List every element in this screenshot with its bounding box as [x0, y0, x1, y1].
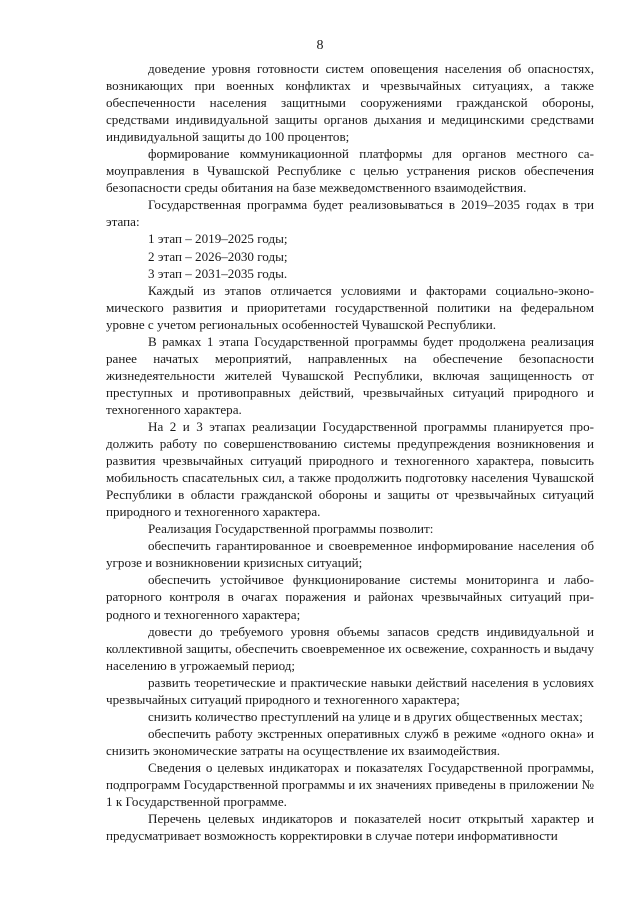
paragraph: В рамках 1 этапа Государственной программы будет продолжена реализация ранее начатых мероприятий, направленных на обеспечение безопасности жизнедеятельности жителей Чувашской Республики, включая защищенность от преступных и противоправных действий, чрезвычайных ситуаций природного и техногенного характера.	[106, 333, 594, 417]
paragraph: снизить количество преступлений на улице и в других общественных местах;	[148, 708, 583, 724]
paragraph: 2 этап – 2026–2030 годы;	[148, 248, 288, 264]
paragraph: доведение уровня готовности систем оповещения населения об опасностях, возникающих при военных конфликтах и чрезвычайных ситуациях, а также обеспеченности населения защитными сооружениями гражданской обороны, средствами индивидуальной защиты органов дыхания и медицинскими средствами индивидуальной защиты до 100 процентов;	[106, 61, 594, 145]
paragraph: На 2 и 3 этапах реализации Государственной программы планируется продолжить работу по совершенствованию системы предупреждения возникновения и развития чрезвычайных ситуаций природного и техногенного характера, повысить мобильность спасательных сил, а также продолжить подготовку населения Чувашской Республики в области гражданской обороны и защиты от чрезвычайных ситуаций природного и техногенного характера.	[106, 418, 594, 520]
paragraph: Реализация Государственной программы позволит:	[148, 521, 434, 537]
paragraph: обеспечить устойчивое функционирование системы мониторинга и лабораторного контроля в очагах поражения и районах чрезвычайных ситуаций природного и техногенного характера;	[106, 572, 594, 622]
paragraph: довести до требуемого уровня объемы запасов средств индивидуальной и коллективной защиты, обеспечить своевременное их освежение, сохранность и выдачу населению в угрожаемый период;	[106, 623, 594, 673]
page-number: 8	[316, 38, 324, 53]
paragraph: 3 этап – 2031–2035 годы.	[148, 265, 288, 281]
paragraph: Перечень целевых индикаторов и показателей носит открытый характер и предусматривает возможность корректировки в случае потери информативности	[106, 811, 594, 844]
paragraph: обеспечить работу экстренных оперативных служб в режиме «одного окна» и снизить экономические затраты на осуществление их взаимодействия.	[106, 725, 594, 758]
paragraph: 1 этап – 2019–2025 годы;	[148, 231, 288, 247]
paragraph: Государственная программа будет реализовываться в 2019–2035 годах в три этапа:	[106, 197, 594, 230]
paragraph: Каждый из этапов отличается условиями и факторами социально-экономического развития и приоритетами государственной политики на федеральном уровне с учетом региональных особенностей Чувашской Республики.	[106, 282, 594, 332]
paragraph: развить теоретические и практические навыки действий населения в условиях чрезвычайных ситуаций природного и техногенного характера;	[106, 674, 594, 707]
paragraph: обеспечить гарантированное и своевременное информирование населения об угрозе и возникновении кризисных ситуаций;	[106, 538, 594, 571]
paragraph: формирование коммуникационной платформы для органов местного самоуправления в Чувашской Республике с целью устранения рисков обеспечения безопасности среды обитания на базе межведомственного взаимодействия.	[106, 146, 594, 196]
paragraph: Сведения о целевых индикаторах и показателях Государственной программы, подпрограмм Государственной программы и их значениях приведены в приложении № 1 к Государственной программе.	[106, 759, 594, 810]
document-body	[106, 60, 594, 844]
